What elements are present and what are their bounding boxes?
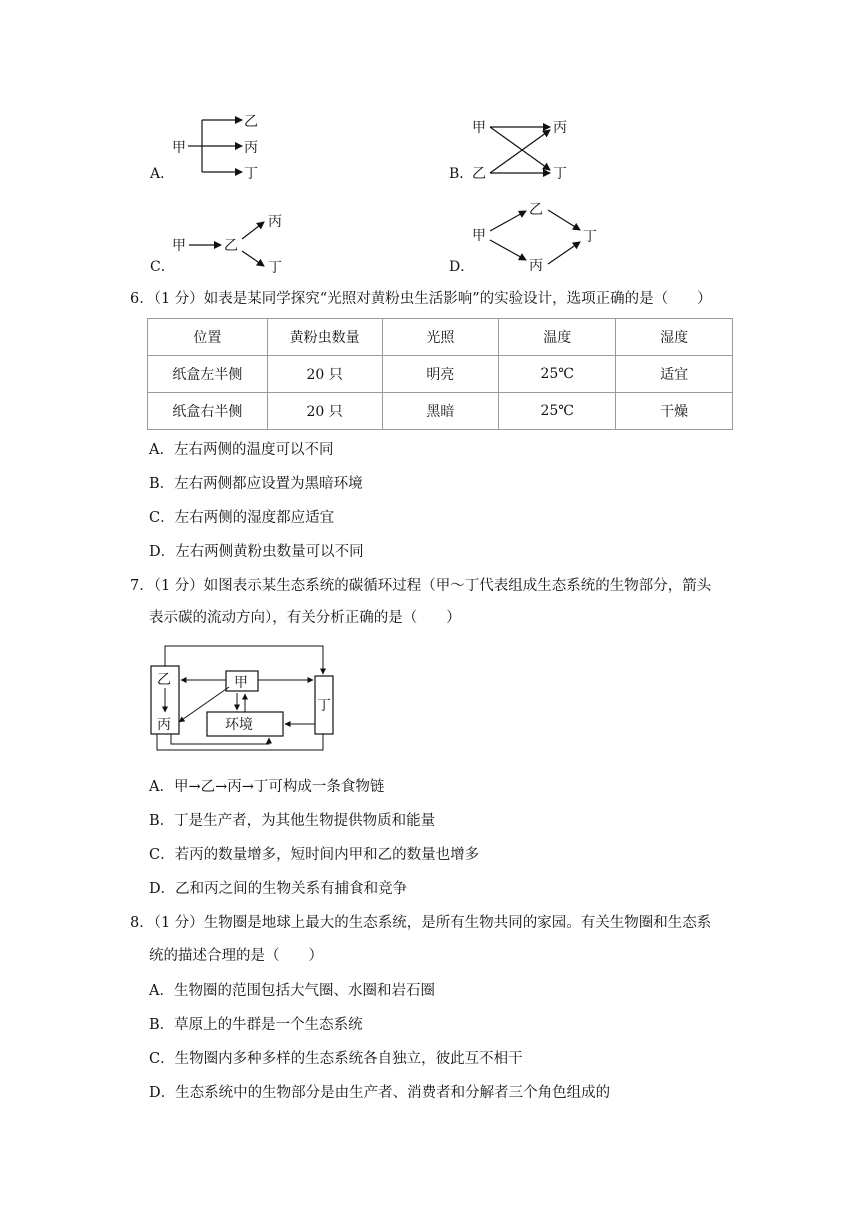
node-yi: 乙 xyxy=(472,166,486,182)
node-ding: 丁 xyxy=(553,166,567,182)
node-jia: 甲 xyxy=(472,228,486,244)
node-ding: 丁 xyxy=(583,229,597,245)
col-header: 黄粉虫数量 xyxy=(267,319,382,356)
q8-option-c[interactable]: C．生物圈内多种多样的生态系统各自独立，彼此互不相干 xyxy=(149,1051,523,1067)
node-bing: 丙 xyxy=(529,258,543,274)
table-cell: 25℃ xyxy=(499,356,616,393)
option-letter: C． xyxy=(150,259,175,275)
q8-stem-line2: 统的描述合理的是（ ） xyxy=(149,948,323,964)
q7-option-b[interactable]: B．丁是生产者，为其他生物提供物质和能量 xyxy=(149,813,436,829)
q8-option-b[interactable]: B．草原上的牛群是一个生态系统 xyxy=(149,1017,363,1033)
option-letter: B． xyxy=(449,166,474,182)
col-header: 位置 xyxy=(148,319,268,356)
q7-option-c[interactable]: C．若丙的数量增多，短时间内甲和乙的数量也增多 xyxy=(149,847,480,863)
table-row xyxy=(148,393,733,430)
label-jia: 甲 xyxy=(234,675,248,691)
q5-c-diagram xyxy=(168,206,298,278)
table-cell: 纸盒左半侧 xyxy=(148,356,268,393)
label-ding: 丁 xyxy=(317,698,331,714)
table-cell: 明亮 xyxy=(382,356,499,393)
node-jia: 甲 xyxy=(172,238,186,254)
q7-option-a[interactable]: A．甲→乙→丙→丁可构成一条食物链 xyxy=(149,779,385,795)
q5-a-diagram xyxy=(168,108,268,186)
table-header-row xyxy=(148,319,733,356)
q6-option-a[interactable]: A．左右两侧的温度可以不同 xyxy=(149,442,334,458)
node-bing: 丙 xyxy=(268,214,282,230)
col-header: 光照 xyxy=(382,319,499,356)
label-env: 环境 xyxy=(225,717,253,733)
label-yi: 乙 xyxy=(157,672,171,688)
col-header: 温度 xyxy=(499,319,616,356)
table-cell: 20 只 xyxy=(267,393,382,430)
node-jia: 甲 xyxy=(172,140,186,156)
node-ding: 丁 xyxy=(244,166,258,182)
node-jia: 甲 xyxy=(472,120,486,136)
q8-stem-line1: 8．（1 分）生物圈是地球上最大的生态系统，是所有生物共同的家园。有关生物圈和生态系 xyxy=(130,915,712,931)
q7-option-d[interactable]: D．乙和丙之间的生物关系有捕食和竞争 xyxy=(149,881,408,897)
table-cell: 纸盒右半侧 xyxy=(148,393,268,430)
table-cell: 适宜 xyxy=(616,356,733,393)
q5-b-diagram xyxy=(468,112,578,184)
table-cell: 干燥 xyxy=(616,393,733,430)
node-bing: 丙 xyxy=(244,140,258,156)
table-cell: 20 只 xyxy=(267,356,382,393)
q6-option-c[interactable]: C．左右两侧的湿度都应适宜 xyxy=(149,510,335,526)
q5-d-diagram xyxy=(468,196,608,278)
q6-option-b[interactable]: B．左右两侧都应设置为黑暗环境 xyxy=(149,476,363,492)
q6-table xyxy=(147,318,733,430)
node-yi: 乙 xyxy=(529,202,543,218)
q7-carbon-cycle-diagram xyxy=(145,640,345,752)
q8-option-a[interactable]: A．生物圈的范围包括大气圈、水圈和岩石圈 xyxy=(149,983,435,999)
node-yi: 乙 xyxy=(224,238,238,254)
q6-option-d[interactable]: D．左右两侧黄粉虫数量可以不同 xyxy=(149,544,364,560)
q6-stem: 6．（1 分）如表是某同学探究“光照对黄粉虫生活影响”的实验设计，选项正确的是（ ） xyxy=(130,291,712,307)
option-letter: A． xyxy=(150,166,175,182)
col-header: 湿度 xyxy=(616,319,733,356)
table-cell: 25℃ xyxy=(499,393,616,430)
table-row xyxy=(148,356,733,393)
option-letter: D． xyxy=(449,259,475,275)
table-cell: 黑暗 xyxy=(382,393,499,430)
node-ding: 丁 xyxy=(268,260,282,276)
q7-stem-line2: 表示碳的流动方向），有关分析正确的是（ ） xyxy=(149,610,461,626)
node-yi: 乙 xyxy=(244,114,258,130)
node-bing: 丙 xyxy=(553,120,567,136)
q8-option-d[interactable]: D．生态系统中的生物部分是由生产者、消费者和分解者三个角色组成的 xyxy=(149,1085,611,1101)
label-bing: 丙 xyxy=(157,717,171,733)
q7-stem-line1: 7．（1 分）如图表示某生态系统的碳循环过程（甲～丁代表组成生态系统的生物部分，箭头 xyxy=(130,578,712,594)
